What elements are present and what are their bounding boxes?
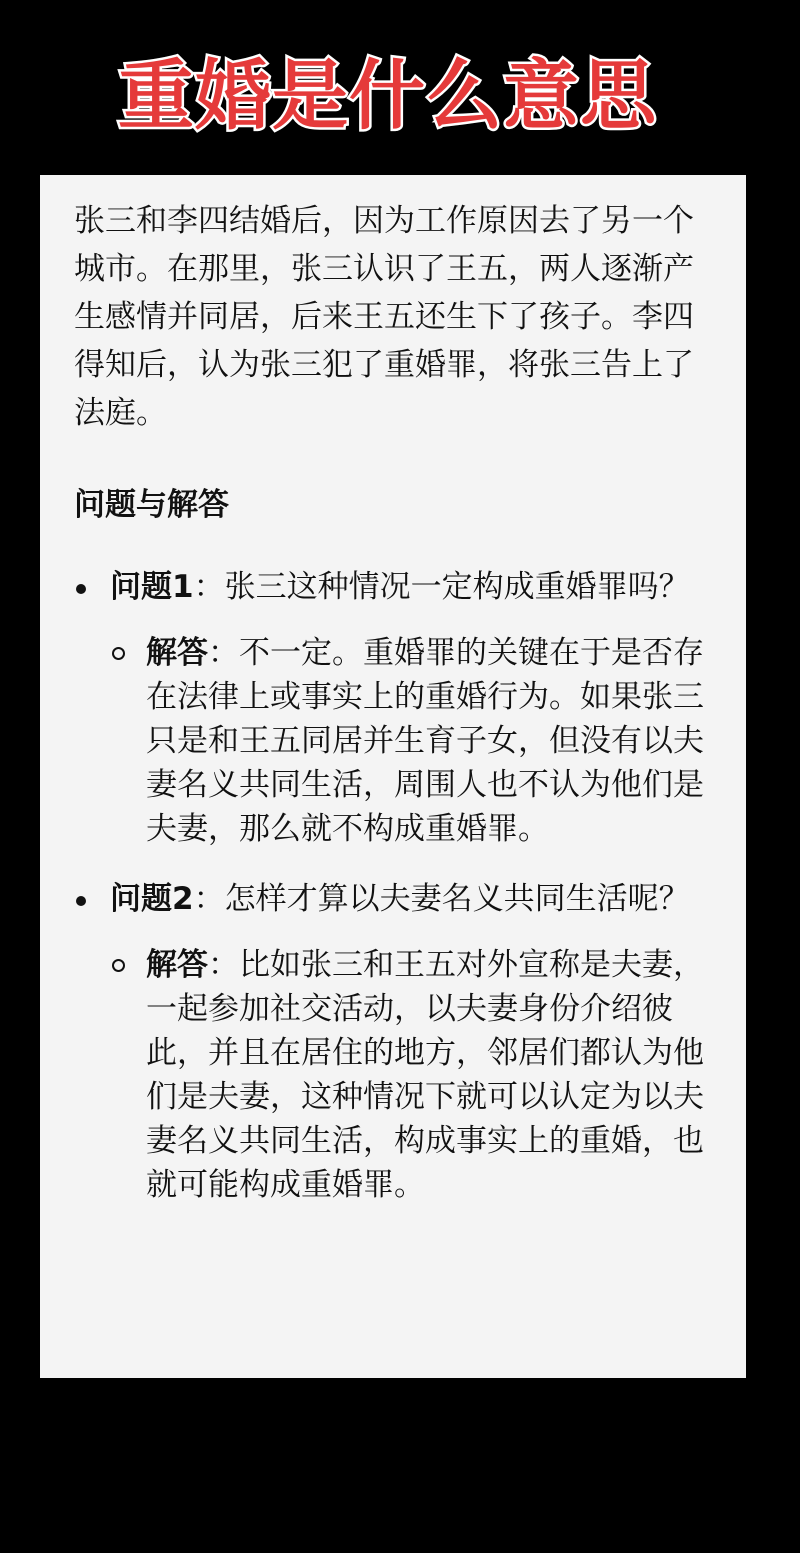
- answer-text: 比如张三和王五对外宣称是夫妻，一起参加社交活动，以夫妻身份介绍彼此，并且在居住的地方，邻居们都认为他们是夫妻，这种情况下就可以认定为以夫妻名义共同生活，构成事实上的重婚，也就可能构成重婚罪。: [146, 947, 704, 1203]
- bottom-black-bar: [0, 1378, 800, 1553]
- top-black-bar: [0, 0, 800, 175]
- question-separator: ：: [193, 881, 225, 917]
- question-text: 张三这种情况一定构成重婚罪吗？: [224, 569, 690, 605]
- headline-title: 重婚是什么意思: [118, 51, 657, 140]
- answer-text-block: [146, 631, 710, 851]
- question-separator: ：: [193, 569, 225, 605]
- question-2: [110, 877, 710, 921]
- question-label: 问题2: [110, 881, 194, 917]
- answer-1: [110, 631, 710, 851]
- bullet-circle-icon: [112, 647, 125, 660]
- qa-item-1: [74, 565, 710, 851]
- content-card: [40, 175, 746, 1378]
- bullet-disc-icon: [76, 584, 86, 594]
- question-text: 怎样才算以夫妻名义共同生活呢？: [224, 881, 690, 917]
- question-1: [110, 565, 710, 609]
- answer-text: 不一定。重婚罪的关键在于是否存在法律上或事实上的重婚行为。如果张三只是和王五同居并生育子女，但没有以夫妻名义共同生活，周围人也不认为他们是夫妻，那么就不构成重婚罪。: [146, 635, 704, 847]
- answer-separator: ：: [208, 635, 239, 671]
- intro-paragraph: 张三和李四结婚后，因为工作原因去了另一个城市。在那里，张三认识了王五，两人逐渐产生感情并同居，后来王五还生下了孩子。李四得知后，认为张三犯了重婚罪，将张三告上了法庭。: [74, 203, 694, 431]
- answer-text-block: [146, 943, 710, 1207]
- answer-2: [110, 943, 710, 1207]
- bullet-disc-icon: [76, 896, 86, 906]
- content-body: [74, 197, 710, 1233]
- qa-item-2: [74, 877, 710, 1207]
- answer-label: 解答: [146, 635, 208, 671]
- answer-separator: ：: [208, 947, 239, 983]
- bullet-circle-icon: [112, 959, 125, 972]
- section-heading: 问题与解答: [74, 487, 229, 523]
- answer-label: 解答: [146, 947, 208, 983]
- question-label: 问题1: [110, 569, 194, 605]
- qa-list: [74, 565, 710, 1207]
